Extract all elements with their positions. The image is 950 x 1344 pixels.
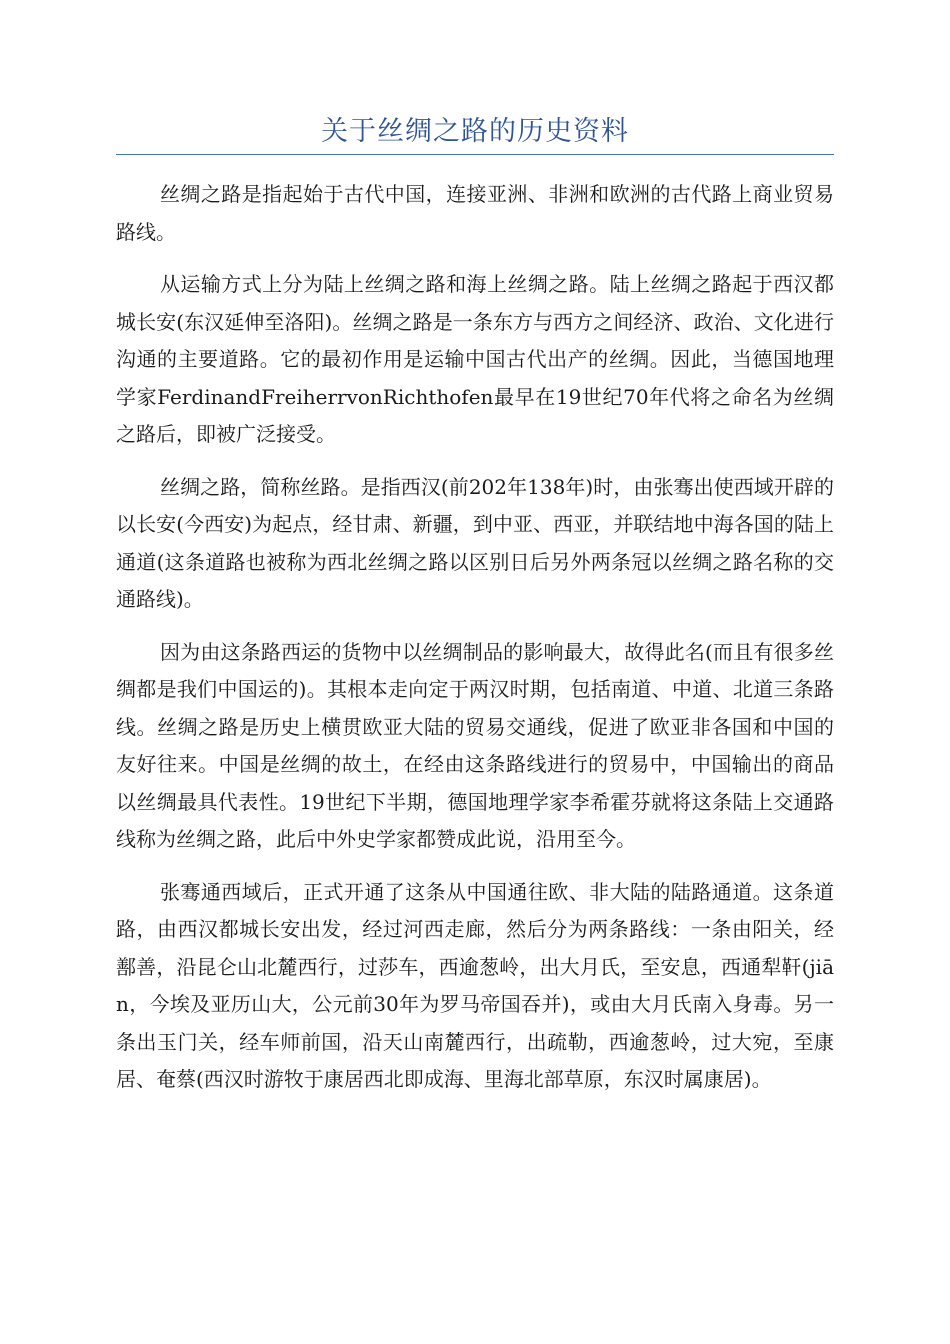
paragraph-2: 从运输方式上分为陆上丝绸之路和海上丝绸之路。陆上丝绸之路起于西汉都城长安(东汉延伸至洛阳)。丝绸之路是一条东方与西方之间经济、政治、文化进行沟通的主要道路。它的最初作用是运输中国古代出产的丝绸。因此，当德国地理学家FerdinandFreiherrvonRichthofen最早在19世纪70年代将之命名为丝绸之路后，即被广泛接受。 <box>116 272 834 446</box>
document-body <box>116 176 834 1114</box>
title-underline <box>116 154 834 155</box>
paragraph-5: 张骞通西域后，正式开通了这条从中国通往欧、非大陆的陆路通道。这条道路，由西汉都城长安出发，经过河西走廊，然后分为两条路线：一条由阳关，经鄯善，沿昆仑山北麓西行，过莎车，西逾葱岭，出大月氏，至安息，西通犁靬(jiān，今埃及亚历山大，公元前30年为罗马帝国吞并)，或由大月氏南入身毒。另一条出玉门关，经车师前国，沿天山南麓西行，出疏勒，西逾葱岭，过大宛，至康居、奄蔡(西汉时游牧于康居西北即成海、里海北部草原，东汉时属康居)。 <box>116 879 834 1091</box>
document-title: 关于丝绸之路的历史资料 <box>321 116 629 147</box>
paragraph-4: 因为由这条路西运的货物中以丝绸制品的影响最大，故得此名(而且有很多丝绸都是我们中国运的)。其根本走向定于两汉时期，包括南道、中道、北道三条路线。丝绸之路是历史上横贯欧亚大陆的贸易交通线，促进了欧亚非各国和中国的友好往来。中国是丝绸的故土，在经由这条路线进行的贸易中，中国输出的商品以丝绸最具代表性。19世纪下半期，德国地理学家李希霍芬就将这条陆上交通路线称为丝绸之路，此后中外史学家都赞成此说，沿用至今。 <box>116 639 834 851</box>
paragraph-3: 丝绸之路，简称丝路。是指西汉(前202年138年)时，由张骞出使西域开辟的以长安(今西安)为起点，经甘肃、新疆，到中亚、西亚，并联结地中海各国的陆上通道(这条道路也被称为西北丝绸之路以区别日后另外两条冠以丝绸之路名称的交通路线)。 <box>116 474 834 611</box>
paragraph-1: 丝绸之路是指起始于古代中国，连接亚洲、非洲和欧洲的古代路上商业贸易路线。 <box>116 182 834 244</box>
